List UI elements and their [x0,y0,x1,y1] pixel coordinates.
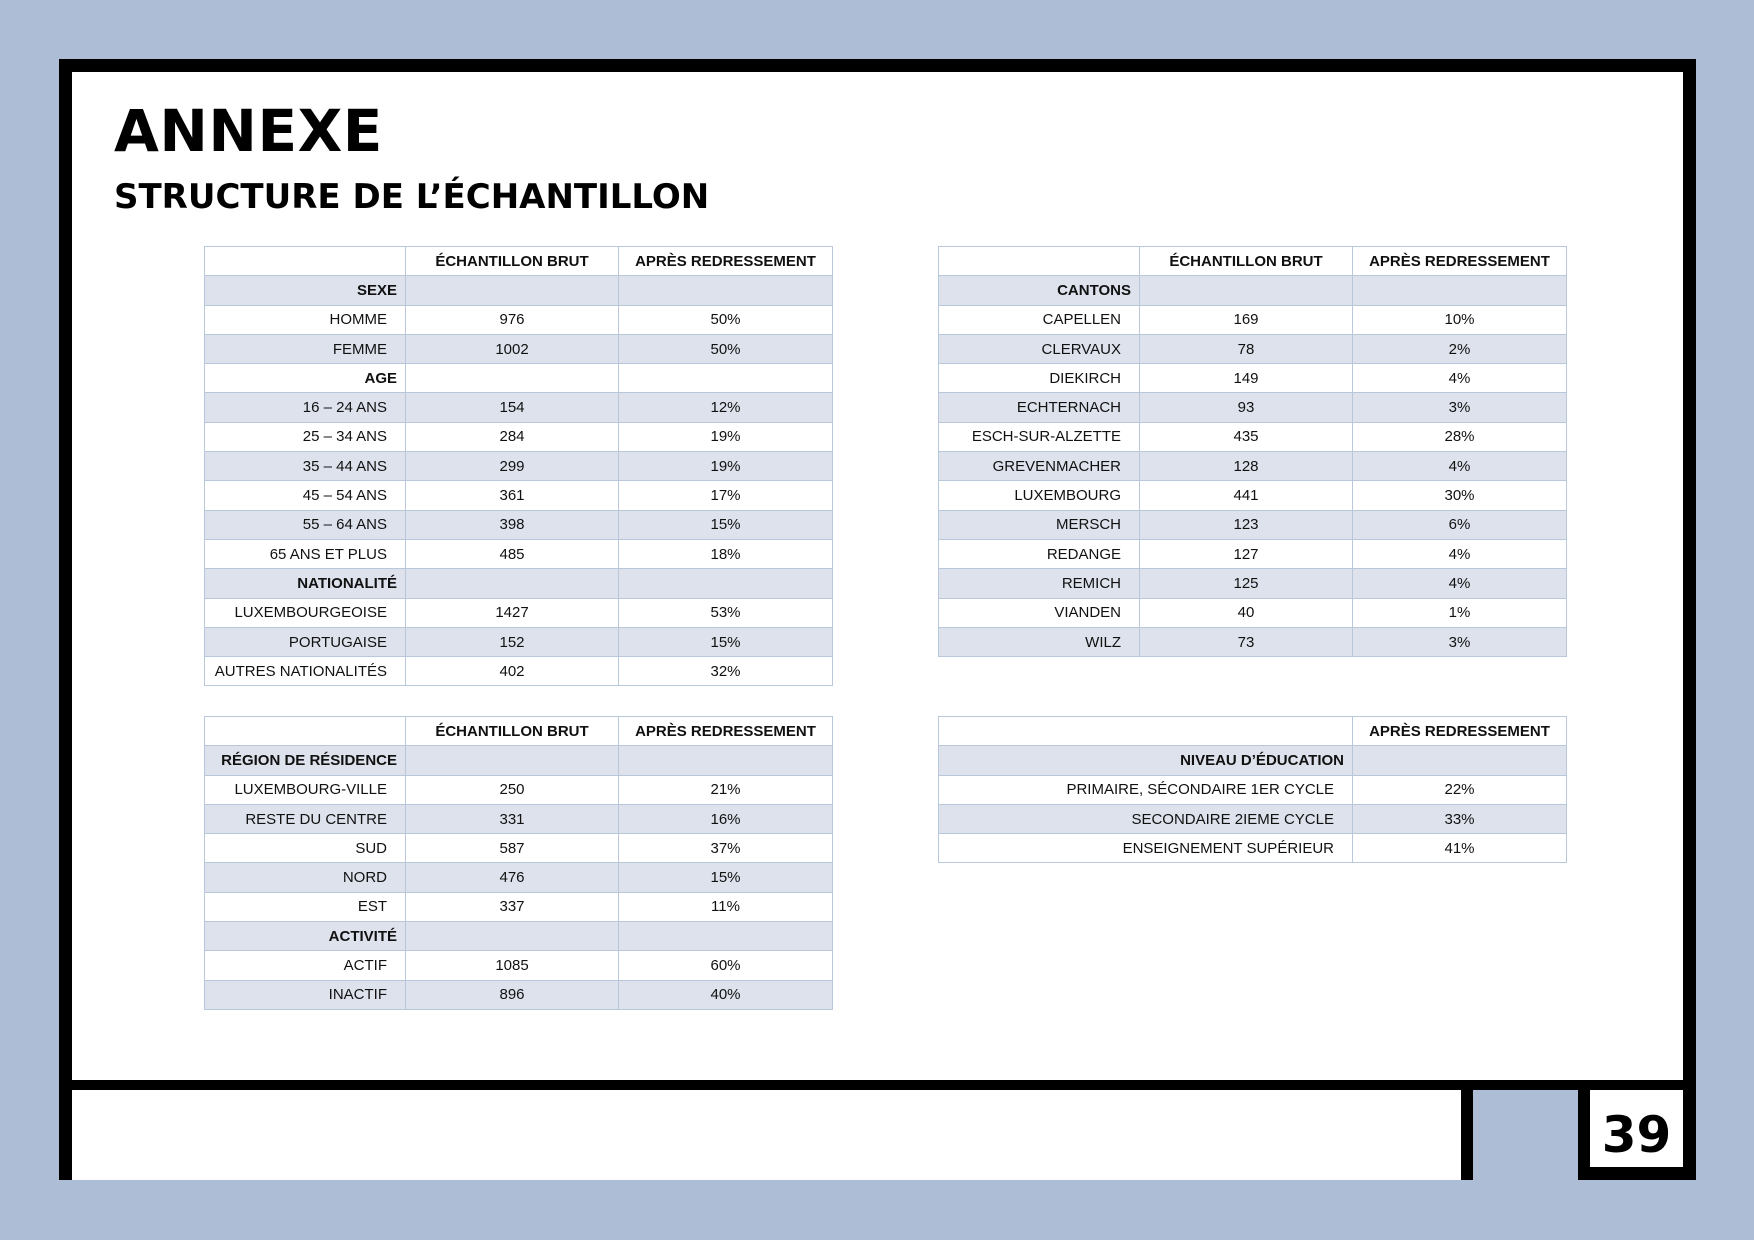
weighted-cell: 6% [1353,510,1567,539]
category-label: CANTONS [939,276,1140,305]
weighted-cell: 60% [619,951,833,980]
table-header-row [939,717,1567,746]
table-row [205,980,833,1009]
raw-sample-cell: 1085 [406,951,619,980]
table-row [205,863,833,892]
raw-sample-cell: 93 [1140,393,1353,422]
weighted-cell: 21% [619,775,833,804]
weighted-cell: 22% [1353,775,1567,804]
raw-sample-cell [406,746,619,775]
column-header: ÉCHANTILLON BRUT [1140,247,1353,276]
weighted-cell [619,276,833,305]
raw-sample-cell: 299 [406,452,619,481]
table-row [205,452,833,481]
row-label: LUXEMBOURG-VILLE [205,775,406,804]
weighted-cell: 28% [1353,422,1567,451]
table-row [939,598,1567,627]
weighted-cell: 15% [619,863,833,892]
table-header-row [205,717,833,746]
row-label: SUD [205,834,406,863]
row-label: 55 – 64 ANS [205,510,406,539]
row-label: ACTIF [205,951,406,980]
table-row [205,657,833,686]
weighted-cell: 4% [1353,539,1567,568]
category-row [205,364,833,393]
weighted-cell: 3% [1353,393,1567,422]
weighted-cell [1353,746,1567,775]
region-table [204,716,833,1010]
row-label: GREVENMACHER [939,452,1140,481]
raw-sample-cell [406,922,619,951]
page-number: 39 [1601,1106,1672,1164]
raw-sample-cell: 128 [1140,452,1353,481]
row-label: LUXEMBOURGEOISE [205,598,406,627]
weighted-cell: 50% [619,305,833,334]
weighted-cell: 4% [1353,569,1567,598]
table-row [939,834,1567,863]
row-label: 35 – 44 ANS [205,452,406,481]
table-row [939,334,1567,363]
category-label: AGE [205,364,406,393]
weighted-cell: 19% [619,422,833,451]
column-header [939,717,1353,746]
category-row [205,922,833,951]
raw-sample-cell: 40 [1140,598,1353,627]
table-header-row [205,247,833,276]
row-label: SECONDAIRE 2IEME CYCLE [939,804,1353,833]
row-label: WILZ [939,627,1140,656]
raw-sample-cell: 149 [1140,364,1353,393]
weighted-cell: 12% [619,393,833,422]
column-header: ÉCHANTILLON BRUT [406,717,619,746]
table-row [939,775,1567,804]
weighted-cell [619,364,833,393]
raw-sample-cell: 125 [1140,569,1353,598]
table-row [939,305,1567,334]
category-row [939,276,1567,305]
weighted-cell: 4% [1353,452,1567,481]
table-row [939,804,1567,833]
raw-sample-cell: 1427 [406,598,619,627]
table-header-row [939,247,1567,276]
weighted-cell: 15% [619,627,833,656]
weighted-cell: 1% [1353,598,1567,627]
table-row [205,393,833,422]
raw-sample-cell: 284 [406,422,619,451]
table-row [939,510,1567,539]
table-row [205,804,833,833]
page-title: ANNEXE [114,97,383,165]
raw-sample-cell [406,364,619,393]
weighted-cell: 53% [619,598,833,627]
category-row [205,569,833,598]
weighted-cell: 33% [1353,804,1567,833]
column-header: ÉCHANTILLON BRUT [406,247,619,276]
footer-band [72,1080,1683,1090]
weighted-cell: 37% [619,834,833,863]
row-label: CLERVAUX [939,334,1140,363]
table-row [205,539,833,568]
footer-separator [1578,1090,1590,1180]
category-row [939,746,1567,775]
raw-sample-cell [406,276,619,305]
raw-sample-cell: 398 [406,510,619,539]
weighted-cell [619,569,833,598]
row-label: HOMME [205,305,406,334]
row-label: PRIMAIRE, SÉCONDAIRE 1ER CYCLE [939,775,1353,804]
table-row [205,598,833,627]
raw-sample-cell: 331 [406,804,619,833]
row-label: 65 ANS ET PLUS [205,539,406,568]
row-label: RESTE DU CENTRE [205,804,406,833]
table-row [205,892,833,921]
raw-sample-cell: 78 [1140,334,1353,363]
table-row [939,452,1567,481]
category-row [205,276,833,305]
weighted-cell [619,922,833,951]
footer-blank-panel [72,1090,1461,1180]
raw-sample-cell: 1002 [406,334,619,363]
weighted-cell: 17% [619,481,833,510]
row-label: 45 – 54 ANS [205,481,406,510]
raw-sample-cell: 73 [1140,627,1353,656]
raw-sample-cell: 976 [406,305,619,334]
table-row [939,569,1567,598]
table-row [939,539,1567,568]
table-row [205,422,833,451]
raw-sample-cell: 361 [406,481,619,510]
table-row [205,627,833,656]
raw-sample-cell: 441 [1140,481,1353,510]
table-row [205,951,833,980]
row-label: FEMME [205,334,406,363]
page-frame [59,59,1696,1180]
table-row [939,364,1567,393]
weighted-cell: 18% [619,539,833,568]
weighted-cell: 3% [1353,627,1567,656]
table-row [939,481,1567,510]
row-label: NORD [205,863,406,892]
raw-sample-cell [406,569,619,598]
column-header: APRÈS REDRESSEMENT [1353,247,1567,276]
table-row [205,481,833,510]
raw-sample-cell: 337 [406,892,619,921]
raw-sample-cell: 154 [406,393,619,422]
weighted-cell: 19% [619,452,833,481]
category-label: NATIONALITÉ [205,569,406,598]
weighted-cell: 2% [1353,334,1567,363]
raw-sample-cell: 169 [1140,305,1353,334]
category-label: SEXE [205,276,406,305]
category-label: NIVEAU D’ÉDUCATION [939,746,1353,775]
weighted-cell: 4% [1353,364,1567,393]
table-row [205,334,833,363]
row-label: MERSCH [939,510,1140,539]
table-row [939,627,1567,656]
demographics-table [204,246,833,686]
weighted-cell: 10% [1353,305,1567,334]
column-header [205,717,406,746]
raw-sample-cell: 123 [1140,510,1353,539]
row-label: 16 – 24 ANS [205,393,406,422]
weighted-cell: 15% [619,510,833,539]
table-row [205,305,833,334]
raw-sample-cell: 250 [406,775,619,804]
column-header: APRÈS REDRESSEMENT [1353,717,1567,746]
cantons-table [938,246,1567,657]
table-row [939,393,1567,422]
row-label: ENSEIGNEMENT SUPÉRIEUR [939,834,1353,863]
row-label: AUTRES NATIONALITÉS [205,657,406,686]
row-label: 25 – 34 ANS [205,422,406,451]
category-label: ACTIVITÉ [205,922,406,951]
raw-sample-cell: 435 [1140,422,1353,451]
raw-sample-cell: 476 [406,863,619,892]
row-label: VIANDEN [939,598,1140,627]
footer-color-square [1473,1090,1578,1180]
category-label: RÉGION DE RÉSIDENCE [205,746,406,775]
weighted-cell: 41% [1353,834,1567,863]
raw-sample-cell [1140,276,1353,305]
raw-sample-cell: 485 [406,539,619,568]
footer-separator [1461,1090,1473,1180]
raw-sample-cell: 587 [406,834,619,863]
table-row [205,510,833,539]
table-row [939,422,1567,451]
raw-sample-cell: 402 [406,657,619,686]
category-row [205,746,833,775]
weighted-cell [619,746,833,775]
column-header: APRÈS REDRESSEMENT [619,717,833,746]
weighted-cell: 40% [619,980,833,1009]
weighted-cell: 30% [1353,481,1567,510]
raw-sample-cell: 152 [406,627,619,656]
row-label: DIEKIRCH [939,364,1140,393]
weighted-cell: 11% [619,892,833,921]
row-label: LUXEMBOURG [939,481,1140,510]
row-label: ESCH-SUR-ALZETTE [939,422,1140,451]
row-label: PORTUGAISE [205,627,406,656]
education-table [938,716,1567,863]
column-header: APRÈS REDRESSEMENT [619,247,833,276]
row-label: INACTIF [205,980,406,1009]
row-label: REDANGE [939,539,1140,568]
raw-sample-cell: 127 [1140,539,1353,568]
raw-sample-cell: 896 [406,980,619,1009]
table-row [205,775,833,804]
table-row [205,834,833,863]
weighted-cell: 16% [619,804,833,833]
page-subtitle: STRUCTURE DE L’ÉCHANTILLON [114,177,710,217]
row-label: ECHTERNACH [939,393,1140,422]
weighted-cell [1353,276,1567,305]
column-header [939,247,1140,276]
row-label: CAPELLEN [939,305,1140,334]
row-label: REMICH [939,569,1140,598]
column-header [205,247,406,276]
row-label: EST [205,892,406,921]
weighted-cell: 50% [619,334,833,363]
weighted-cell: 32% [619,657,833,686]
